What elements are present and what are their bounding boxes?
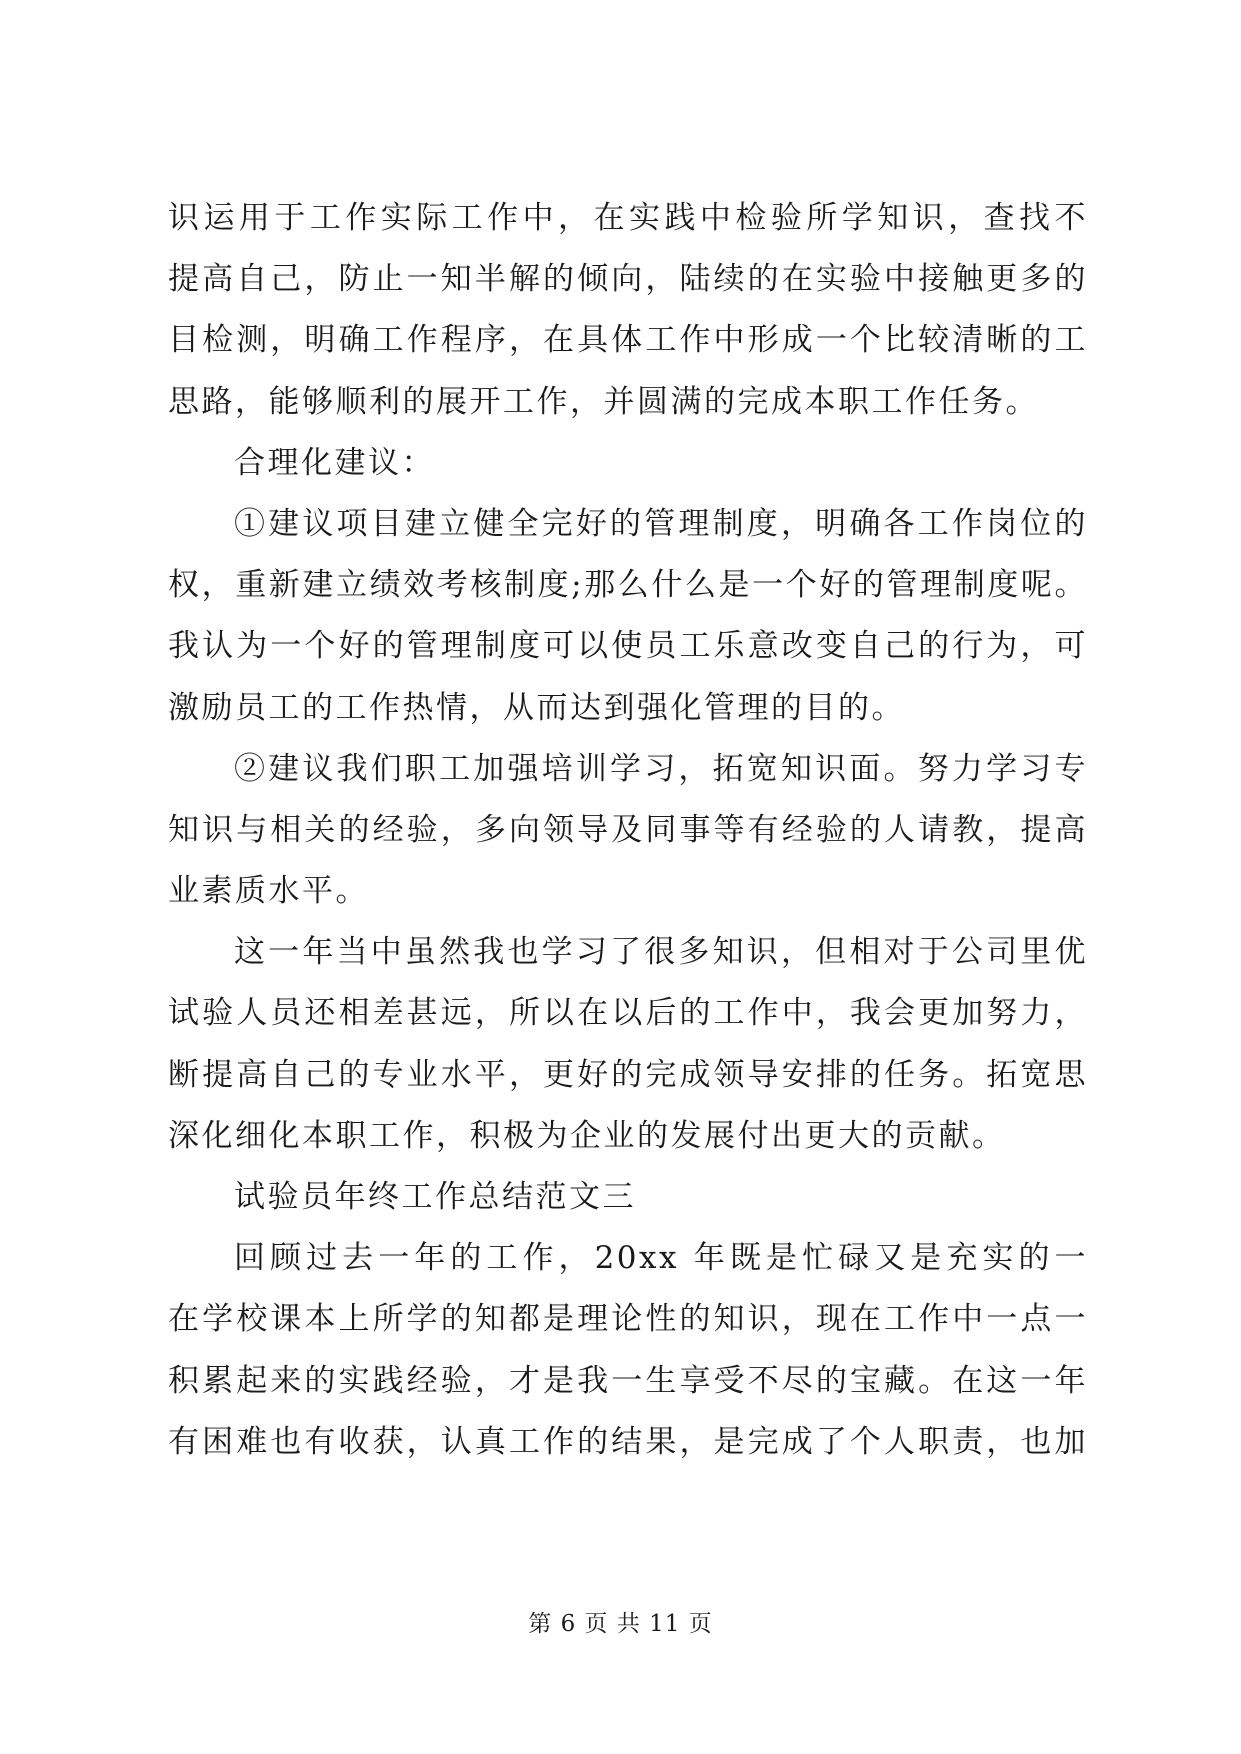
text-line: 试验人员还相差甚远，所以在以后的工作中，我会更加努力， xyxy=(168,995,1088,1032)
text-line: 回顾过去一年的工作，20xx 年既是忙碌又是充实的一 xyxy=(234,1240,1088,1277)
text-line: 业素质水平。 xyxy=(168,873,369,910)
text-line: 激励员工的工作热情，从而达到强化管理的目的。 xyxy=(168,689,905,726)
text-line: 在学校课本上所学的知都是理论性的知识，现在工作中一点一 xyxy=(168,1301,1088,1338)
text-line: 试验员年终工作总结范文三 xyxy=(234,1179,636,1215)
document-body xyxy=(168,188,1088,1473)
text-line: 思路，能够顺利的展开工作，并圆满的完成本职工作任务。 xyxy=(168,383,1039,420)
text-line: 我认为一个好的管理制度可以使员工乐意改变自己的行为，可 xyxy=(168,628,1088,665)
page-number: 第 6 页 共 11 页 xyxy=(528,1611,713,1637)
text-line: 这一年当中虽然我也学习了很多知识，但相对于公司里优 xyxy=(234,934,1088,971)
text-line: 知识与相关的经验，多向领导及同事等有经验的人请教，提高 xyxy=(168,811,1088,848)
text-line: 有困难也有收获，认真工作的结果，是完成了个人职责，也加 xyxy=(168,1423,1088,1460)
text-line: 合理化建议： xyxy=(234,444,435,481)
text-line: ②建议我们职工加强培训学习，拓宽知识面。努力学习专 xyxy=(234,750,1088,787)
text-line: 权，重新建立绩效考核制度;那么什么是一个好的管理制度呢。 xyxy=(168,567,1088,604)
text-line: ①建议项目建立健全完好的管理制度，明确各工作岗位的 xyxy=(234,505,1088,542)
text-line: 积累起来的实践经验，才是我一生享受不尽的宝藏。在这一年 xyxy=(168,1362,1088,1399)
page-footer xyxy=(0,1605,1241,1638)
text-line: 深化细化本职工作，积极为企业的发展付出更大的贡献。 xyxy=(168,1117,1006,1154)
text-line: 断提高自己的专业水平，更好的完成领导安排的任务。拓宽思 xyxy=(168,1056,1088,1093)
text-line: 提高自己，防止一知半解的倾向，陆续的在实验中接触更多的 xyxy=(168,261,1088,298)
text-line: 识运用于工作实际工作中，在实践中检验所学知识，查找不 xyxy=(168,200,1088,236)
text-line: 目检测，明确工作程序，在具体工作中形成一个比较清晰的工 xyxy=(168,322,1088,359)
